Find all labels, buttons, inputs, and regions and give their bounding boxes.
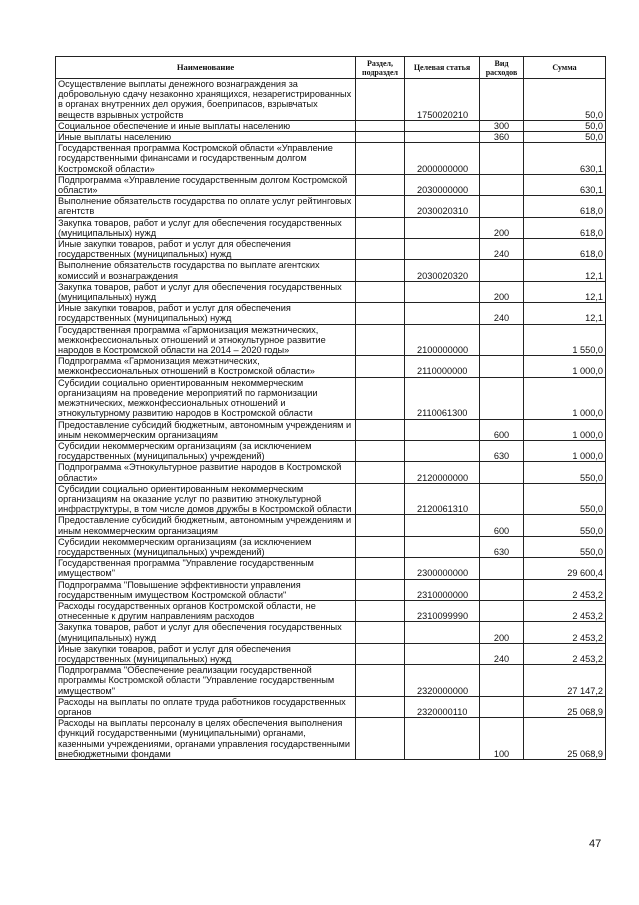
cell-target: 1750020210 [405,79,480,121]
cell-name: Иные закупки товаров, работ и услуг для обеспечения государственных (муниципальных) нужд [56,643,356,664]
table-row [56,356,606,377]
table-row [56,239,606,260]
cell-exp-type [480,558,524,579]
cell-target [405,440,480,461]
cell-target [405,718,480,760]
cell-name: Выполнение обязательств государства по оплате услуг рейтинговых агентств [56,196,356,217]
table-row [56,558,606,579]
cell-sum: 550,0 [524,515,606,536]
cell-section [356,303,405,324]
cell-exp-type [480,600,524,621]
cell-exp-type: 630 [480,440,524,461]
cell-name: Закупка товаров, работ и услуг для обеспечения государственных (муниципальных) нужд [56,622,356,643]
cell-target [405,281,480,302]
cell-target: 2030000000 [405,174,480,195]
table-row [56,440,606,461]
cell-sum: 2 453,2 [524,579,606,600]
cell-target: 2310099990 [405,600,480,621]
header-section: Раздел, подраздел [356,57,405,79]
cell-sum: 25 068,9 [524,696,606,717]
cell-target [405,303,480,324]
cell-exp-type: 360 [480,132,524,143]
cell-exp-type [480,260,524,281]
cell-section [356,643,405,664]
cell-name: Предоставление субсидий бюджетным, автономным учреждениям и иным некоммерческим организациям [56,515,356,536]
cell-sum: 25 068,9 [524,718,606,760]
cell-exp-type [480,665,524,697]
cell-section [356,143,405,175]
cell-name: Подпрограмма "Повышение эффективности управления государственным имуществом Костромской области" [56,579,356,600]
cell-section [356,120,405,131]
cell-name: Закупка товаров, работ и услуг для обеспечения государственных (муниципальных) нужд [56,217,356,238]
table-row [56,718,606,760]
cell-target [405,419,480,440]
cell-exp-type: 100 [480,718,524,760]
cell-sum: 12,1 [524,281,606,302]
table-row [56,196,606,217]
cell-sum: 1 000,0 [524,377,606,419]
cell-name: Государственная программа «Гармонизация межэтнических, межконфессиональных отношений и этнокультурное развитие народов в Костромской области на 2014 – 2020 годы» [56,324,356,356]
table-row [56,419,606,440]
cell-section [356,132,405,143]
cell-sum: 630,1 [524,174,606,195]
cell-sum: 50,0 [524,132,606,143]
cell-section [356,515,405,536]
cell-name: Субсидии некоммерческим организациям (за исключением государственных (муниципальных) учреждений) [56,536,356,557]
cell-target [405,643,480,664]
header-name: Наименование [56,57,356,79]
cell-section [356,239,405,260]
cell-exp-type: 630 [480,536,524,557]
cell-exp-type: 200 [480,622,524,643]
table-row [56,143,606,175]
cell-sum: 1 000,0 [524,356,606,377]
cell-sum: 1 550,0 [524,324,606,356]
cell-target: 2310000000 [405,579,480,600]
cell-section [356,324,405,356]
cell-exp-type [480,143,524,175]
cell-exp-type [480,174,524,195]
cell-sum: 2 453,2 [524,600,606,621]
cell-section [356,558,405,579]
cell-sum: 550,0 [524,536,606,557]
cell-target: 2100000000 [405,324,480,356]
cell-section [356,260,405,281]
cell-target: 2030020310 [405,196,480,217]
cell-sum: 50,0 [524,120,606,131]
cell-sum: 630,1 [524,143,606,175]
cell-section [356,696,405,717]
table-row [56,281,606,302]
cell-name: Иные закупки товаров, работ и услуг для обеспечения государственных (муниципальных) нужд [56,239,356,260]
cell-name: Иные выплаты населению [56,132,356,143]
cell-section [356,622,405,643]
table-row [56,120,606,131]
cell-sum: 1 000,0 [524,419,606,440]
table-row [56,217,606,238]
cell-target: 2120000000 [405,462,480,483]
cell-name: Подпрограмма «Управление государственным долгом Костромской области» [56,174,356,195]
header-target: Целевая статья [405,57,480,79]
cell-name: Социальное обеспечение и иные выплаты населению [56,120,356,131]
cell-sum: 1 000,0 [524,440,606,461]
cell-name: Предоставление субсидий бюджетным, автономным учреждениям и иным некоммерческим организациям [56,419,356,440]
cell-exp-type: 300 [480,120,524,131]
table-row [56,260,606,281]
cell-target [405,515,480,536]
cell-section [356,718,405,760]
cell-name: Расходы государственных органов Костромской области, не отнесенные к другим направлениям расходов [56,600,356,621]
cell-section [356,665,405,697]
table-row [56,696,606,717]
cell-sum: 618,0 [524,196,606,217]
table-row [56,377,606,419]
cell-exp-type [480,579,524,600]
cell-target [405,622,480,643]
cell-name: Субсидии некоммерческим организациям (за исключением государственных (муниципальных) учреждений) [56,440,356,461]
cell-sum: 27 147,2 [524,665,606,697]
table-row [56,79,606,121]
cell-sum: 12,1 [524,303,606,324]
cell-section [356,536,405,557]
cell-target [405,132,480,143]
cell-section [356,196,405,217]
cell-sum: 550,0 [524,483,606,515]
header-row [56,57,606,79]
cell-section [356,281,405,302]
cell-name: Иные закупки товаров, работ и услуг для обеспечения государственных (муниципальных) нужд [56,303,356,324]
cell-section [356,462,405,483]
cell-exp-type: 240 [480,643,524,664]
cell-section [356,377,405,419]
cell-exp-type [480,324,524,356]
table-row [56,643,606,664]
page-number: 47 [589,838,602,850]
cell-section [356,356,405,377]
cell-exp-type [480,196,524,217]
cell-exp-type: 200 [480,281,524,302]
cell-exp-type [480,377,524,419]
cell-sum: 550,0 [524,462,606,483]
cell-sum: 12,1 [524,260,606,281]
cell-name: Закупка товаров, работ и услуг для обеспечения государственных (муниципальных) нужд [56,281,356,302]
cell-target: 2320000110 [405,696,480,717]
cell-name: Субсидии социально ориентированным некоммерческим организациям на оказание услуг по развитию этнокультурной инфраструктуры, в том числе домов дружбы в Костромской области [56,483,356,515]
cell-sum: 29 600,4 [524,558,606,579]
table-row [56,600,606,621]
cell-sum: 618,0 [524,217,606,238]
cell-section [356,600,405,621]
cell-target: 2300000000 [405,558,480,579]
cell-exp-type: 600 [480,419,524,440]
cell-exp-type [480,696,524,717]
cell-target [405,217,480,238]
cell-section [356,174,405,195]
cell-target: 2030020320 [405,260,480,281]
cell-name: Подпрограмма "Обеспечение реализации государственной программы Костромской области "Управление государственным имуществом" [56,665,356,697]
cell-target: 2110061300 [405,377,480,419]
table-row [56,622,606,643]
cell-target: 2000000000 [405,143,480,175]
table-row [56,174,606,195]
cell-name: Субсидии социально ориентированным некоммерческим организациям на проведение мероприятий по гармонизации межэтнических, межконфессиональных отношений и этнокультурному развитию народов в Костромской области [56,377,356,419]
cell-target: 2120061310 [405,483,480,515]
table-row [56,515,606,536]
table-row [56,324,606,356]
table-body [56,79,606,760]
cell-name: Государственная программа Костромской области «Управление государственными финансами и государственным долгом Костромской области» [56,143,356,175]
cell-target: 2320000000 [405,665,480,697]
cell-section [356,579,405,600]
table-row [56,665,606,697]
cell-sum: 50,0 [524,79,606,121]
cell-target: 2110000000 [405,356,480,377]
cell-section [356,217,405,238]
table-row [56,132,606,143]
table-row [56,303,606,324]
cell-exp-type: 240 [480,239,524,260]
cell-target [405,120,480,131]
cell-exp-type: 200 [480,217,524,238]
table-row [56,536,606,557]
header-exp-type: Вид расходов [480,57,524,79]
cell-target [405,239,480,260]
cell-sum: 618,0 [524,239,606,260]
header-sum: Сумма [524,57,606,79]
budget-table [55,56,606,760]
cell-target [405,536,480,557]
cell-name: Осуществление выплаты денежного вознаграждения за добровольную сдачу незаконно хранящихся, незарегистрированных в органах внутренних дел оружия, боеприпасов, взрывчатых веществ взрывных устройств [56,79,356,121]
cell-sum: 2 453,2 [524,643,606,664]
cell-name: Подпрограмма «Этнокультурное развитие народов в Костромской области» [56,462,356,483]
cell-name: Расходы на выплаты по оплате труда работников государственных органов [56,696,356,717]
cell-exp-type [480,356,524,377]
cell-exp-type [480,462,524,483]
cell-section [356,440,405,461]
cell-exp-type [480,79,524,121]
cell-name: Государственная программа "Управление государственным имуществом" [56,558,356,579]
cell-exp-type [480,483,524,515]
cell-exp-type: 600 [480,515,524,536]
cell-section [356,483,405,515]
cell-exp-type: 240 [480,303,524,324]
table-row [56,579,606,600]
table-row [56,483,606,515]
cell-name: Выполнение обязательств государства по выплате агентских комиссий и вознаграждения [56,260,356,281]
cell-sum: 2 453,2 [524,622,606,643]
cell-name: Расходы на выплаты персоналу в целях обеспечения выполнения функций государственными (муниципальными) органами, казенными учреждениями, органами управления государственными внебюджетными фондами [56,718,356,760]
cell-section [356,79,405,121]
cell-name: Подпрограмма «Гармонизация межэтнических, межконфессиональных отношений в Костромской области» [56,356,356,377]
cell-section [356,419,405,440]
table-row [56,462,606,483]
